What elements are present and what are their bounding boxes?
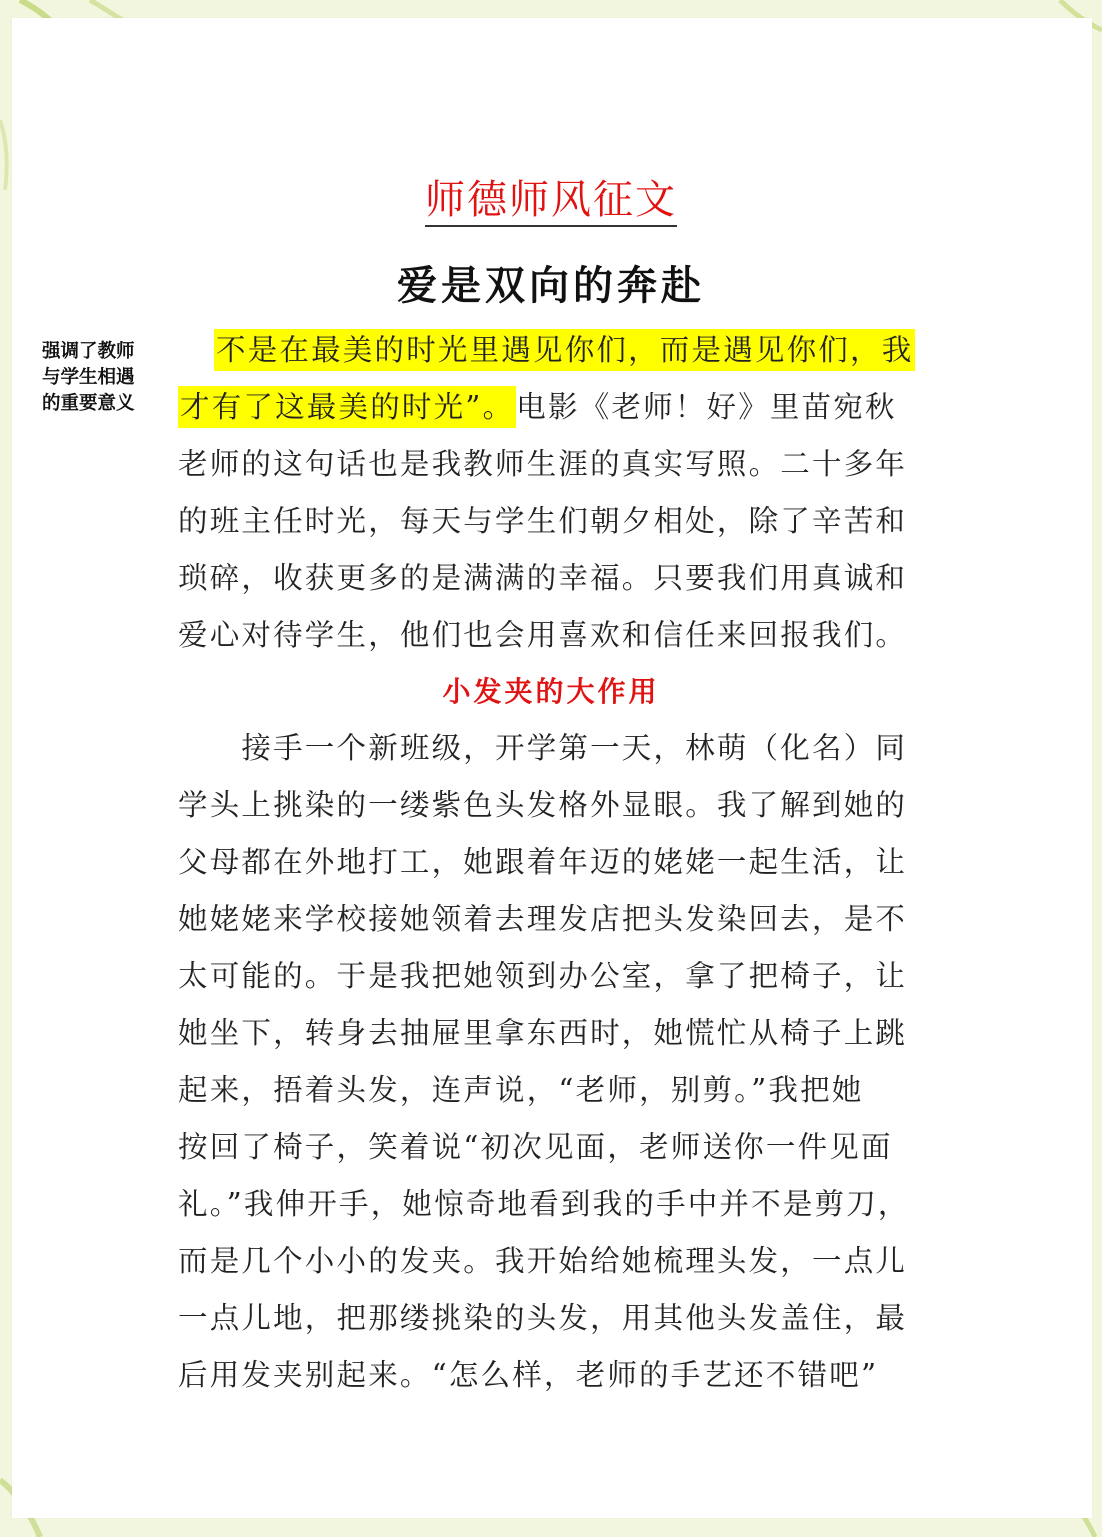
section-line: 父母都在外地打工，她跟着年迈的姥姥一起生活，让 — [178, 845, 908, 879]
highlighted-quote-line-2: 才有了这最美的时光”。 — [178, 386, 516, 428]
intro-line: 爱心对待学生，他们也会用喜欢和信任来回报我们。 — [178, 618, 908, 652]
intro-line-2-rest: 电影《老师！好》里苗宛秋 — [516, 390, 897, 424]
section-line: 学头上挑染的一缕紫色头发格外显眼。我了解到她的 — [178, 788, 908, 822]
side-annotation-line: 强调了教师 — [42, 341, 135, 362]
section-paragraph — [178, 720, 938, 1404]
document-header-title: 师德师风征文 — [0, 168, 1102, 225]
section-line: 按回了椅子，笑着说“初次见面，老师送你一件见面 — [178, 1130, 893, 1164]
section-line: 起来，捂着头发，连声说，“老师，别剪。”我把她 — [178, 1073, 864, 1107]
section-line: 她姥姥来学校接她领着去理发店把头发染回去，是不 — [178, 902, 908, 936]
section-line: 接手一个新班级，开学第一天，林萌（化名）同 — [178, 731, 908, 765]
side-annotation-line: 的重要意义 — [42, 393, 135, 414]
intro-line: 老师的这句话也是我教师生涯的真实写照。二十多年 — [178, 447, 908, 481]
section-line: 而是几个小小的发夹。我开始给她梳理头发，一点儿 — [178, 1244, 908, 1278]
section-line: 太可能的。于是我把她领到办公室，拿了把椅子，让 — [178, 959, 908, 993]
highlighted-quote-line-1: 不是在最美的时光里遇见你们，而是遇见你们，我 — [214, 329, 915, 371]
intro-line: 琐碎，收获更多的是满满的幸福。只要我们用真诚和 — [178, 561, 908, 595]
side-annotation-line: 与学生相遇 — [42, 367, 135, 388]
side-annotation — [42, 339, 162, 417]
document-title: 爱是双向的奔赴 — [397, 262, 705, 309]
section-line: 礼。”我伸开手，她惊奇地看到我的手中并不是剪刀， — [178, 1187, 910, 1221]
section-line: 一点儿地，把那缕挑染的头发，用其他头发盖住，最 — [178, 1301, 908, 1335]
section-heading: 小发夹的大作用 — [442, 675, 660, 708]
intro-line: 的班主任时光，每天与学生们朝夕相处，除了辛苦和 — [178, 504, 908, 538]
section-line: 后用发夹别起来。“怎么样，老师的手艺还不错吧” — [178, 1358, 879, 1392]
intro-paragraph — [178, 322, 938, 664]
section-line: 她坐下，转身去抽屉里拿东西时，她慌忙从椅子上跳 — [178, 1016, 908, 1050]
